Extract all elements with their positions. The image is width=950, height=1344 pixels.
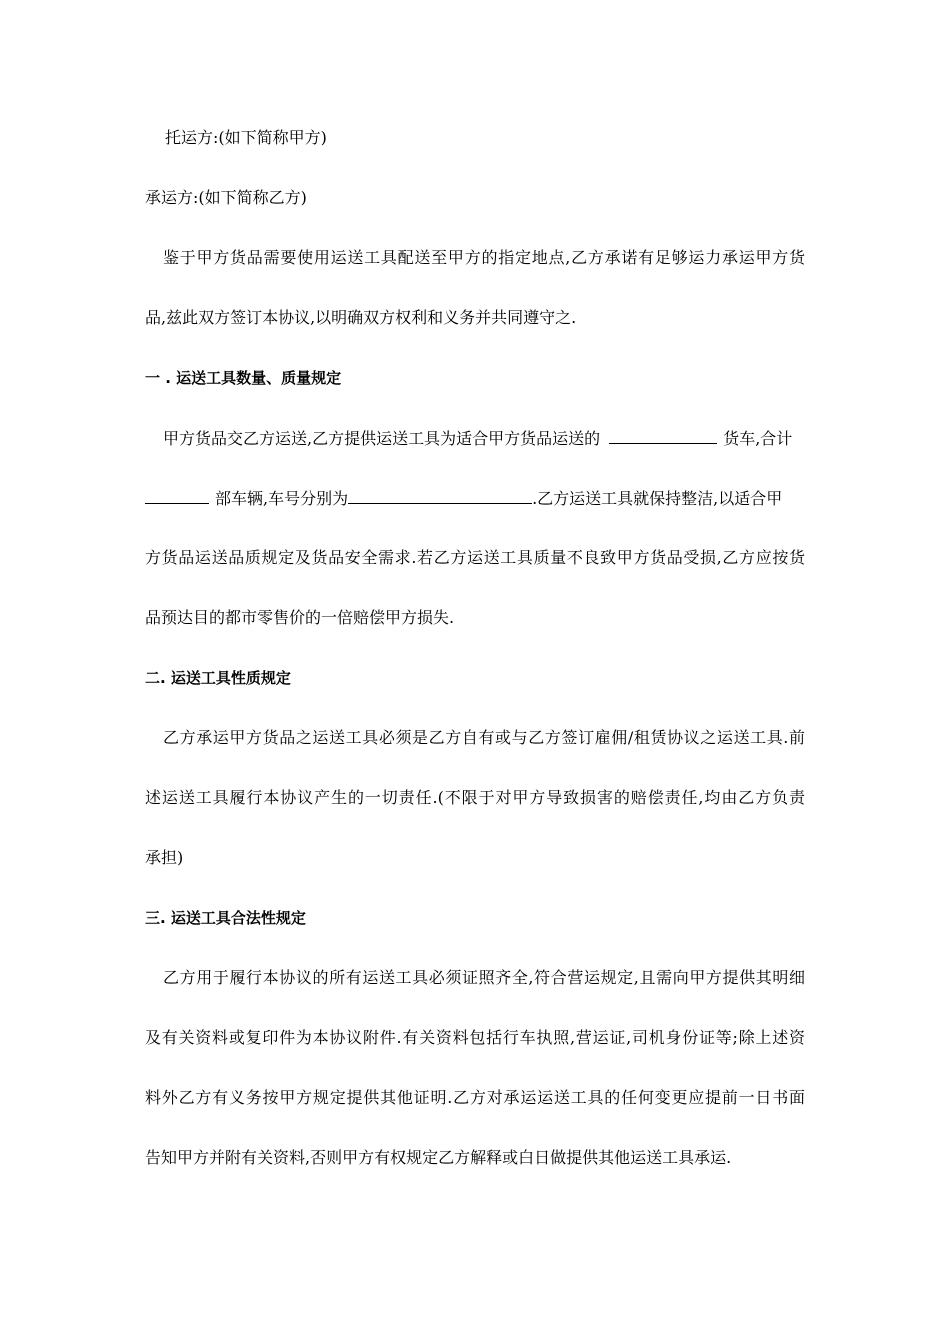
section-1-line-1 [163, 428, 792, 448]
section-1-line-2 [145, 488, 782, 508]
section-1-text-2a: 部车辆,车号分别为 [215, 489, 349, 508]
section-1-line-4: 品预达目的都市零售价的一倍赔偿甲方损失. [145, 608, 455, 627]
section-1-text-1a: 甲方货品交乙方运送,乙方提供运送工具为适合甲方货品运送的 [163, 429, 601, 448]
section-1-text-1b: 货车,合计 [723, 429, 793, 448]
carrier-line: 承运方:(如下简称乙方) [145, 188, 307, 207]
section-2-line-3: 承担) [145, 848, 184, 867]
section-2-heading: 二. 运送工具性质规定 [145, 669, 291, 687]
section-3-heading: 三. 运送工具合法性规定 [145, 909, 306, 927]
preamble-line-2: 品,兹此双方签订本协议,以明确双方权利和义务并共同遵守之. [145, 308, 577, 327]
vehicle-count-blank [145, 488, 209, 504]
preamble-line-1: 鉴于甲方货品需要使用运送工具配送至甲方的指定地点,乙方承诺有足够运力承运甲方货 [163, 248, 805, 267]
section-1-line-3: 方货品运送品质规定及货品安全需求.若乙方运送工具质量不良致甲方货品受损,乙方应按货 [145, 548, 805, 567]
vehicle-type-blank [609, 428, 717, 444]
shipper-line: 托运方:(如下简称甲方) [165, 128, 327, 147]
section-2-line-1: 乙方承运甲方货品之运送工具必须是乙方自有或与乙方签订雇佣/租赁协议之运送工具.前 [163, 728, 805, 747]
section-1-text-2b: .乙方运送工具就保持整洁,以适合甲 [532, 489, 783, 508]
section-2-line-2: 述运送工具履行本协议产生的一切责任.(不限于对甲方导致损害的赔偿责任,均由乙方负责 [145, 788, 805, 807]
section-1-heading: 一 . 运送工具数量、质量规定 [145, 369, 342, 387]
section-3-line-2: 及有关资料或复印件为本协议附件.有关资料包括行车执照,营运证,司机身份证等;除上述资 [145, 1028, 805, 1047]
section-3-line-1: 乙方用于履行本协议的所有运送工具必须证照齐全,符合营运规定,且需向甲方提供其明细 [163, 968, 805, 987]
section-3-line-3: 料外乙方有义务按甲方规定提供其他证明.乙方对承运运送工具的任何变更应提前一日书面 [145, 1088, 805, 1107]
plate-numbers-blank [348, 488, 532, 504]
section-3-line-4: 告知甲方并附有关资料,否则甲方有权规定乙方解释或白日做提供其他运送工具承运. [145, 1148, 732, 1167]
